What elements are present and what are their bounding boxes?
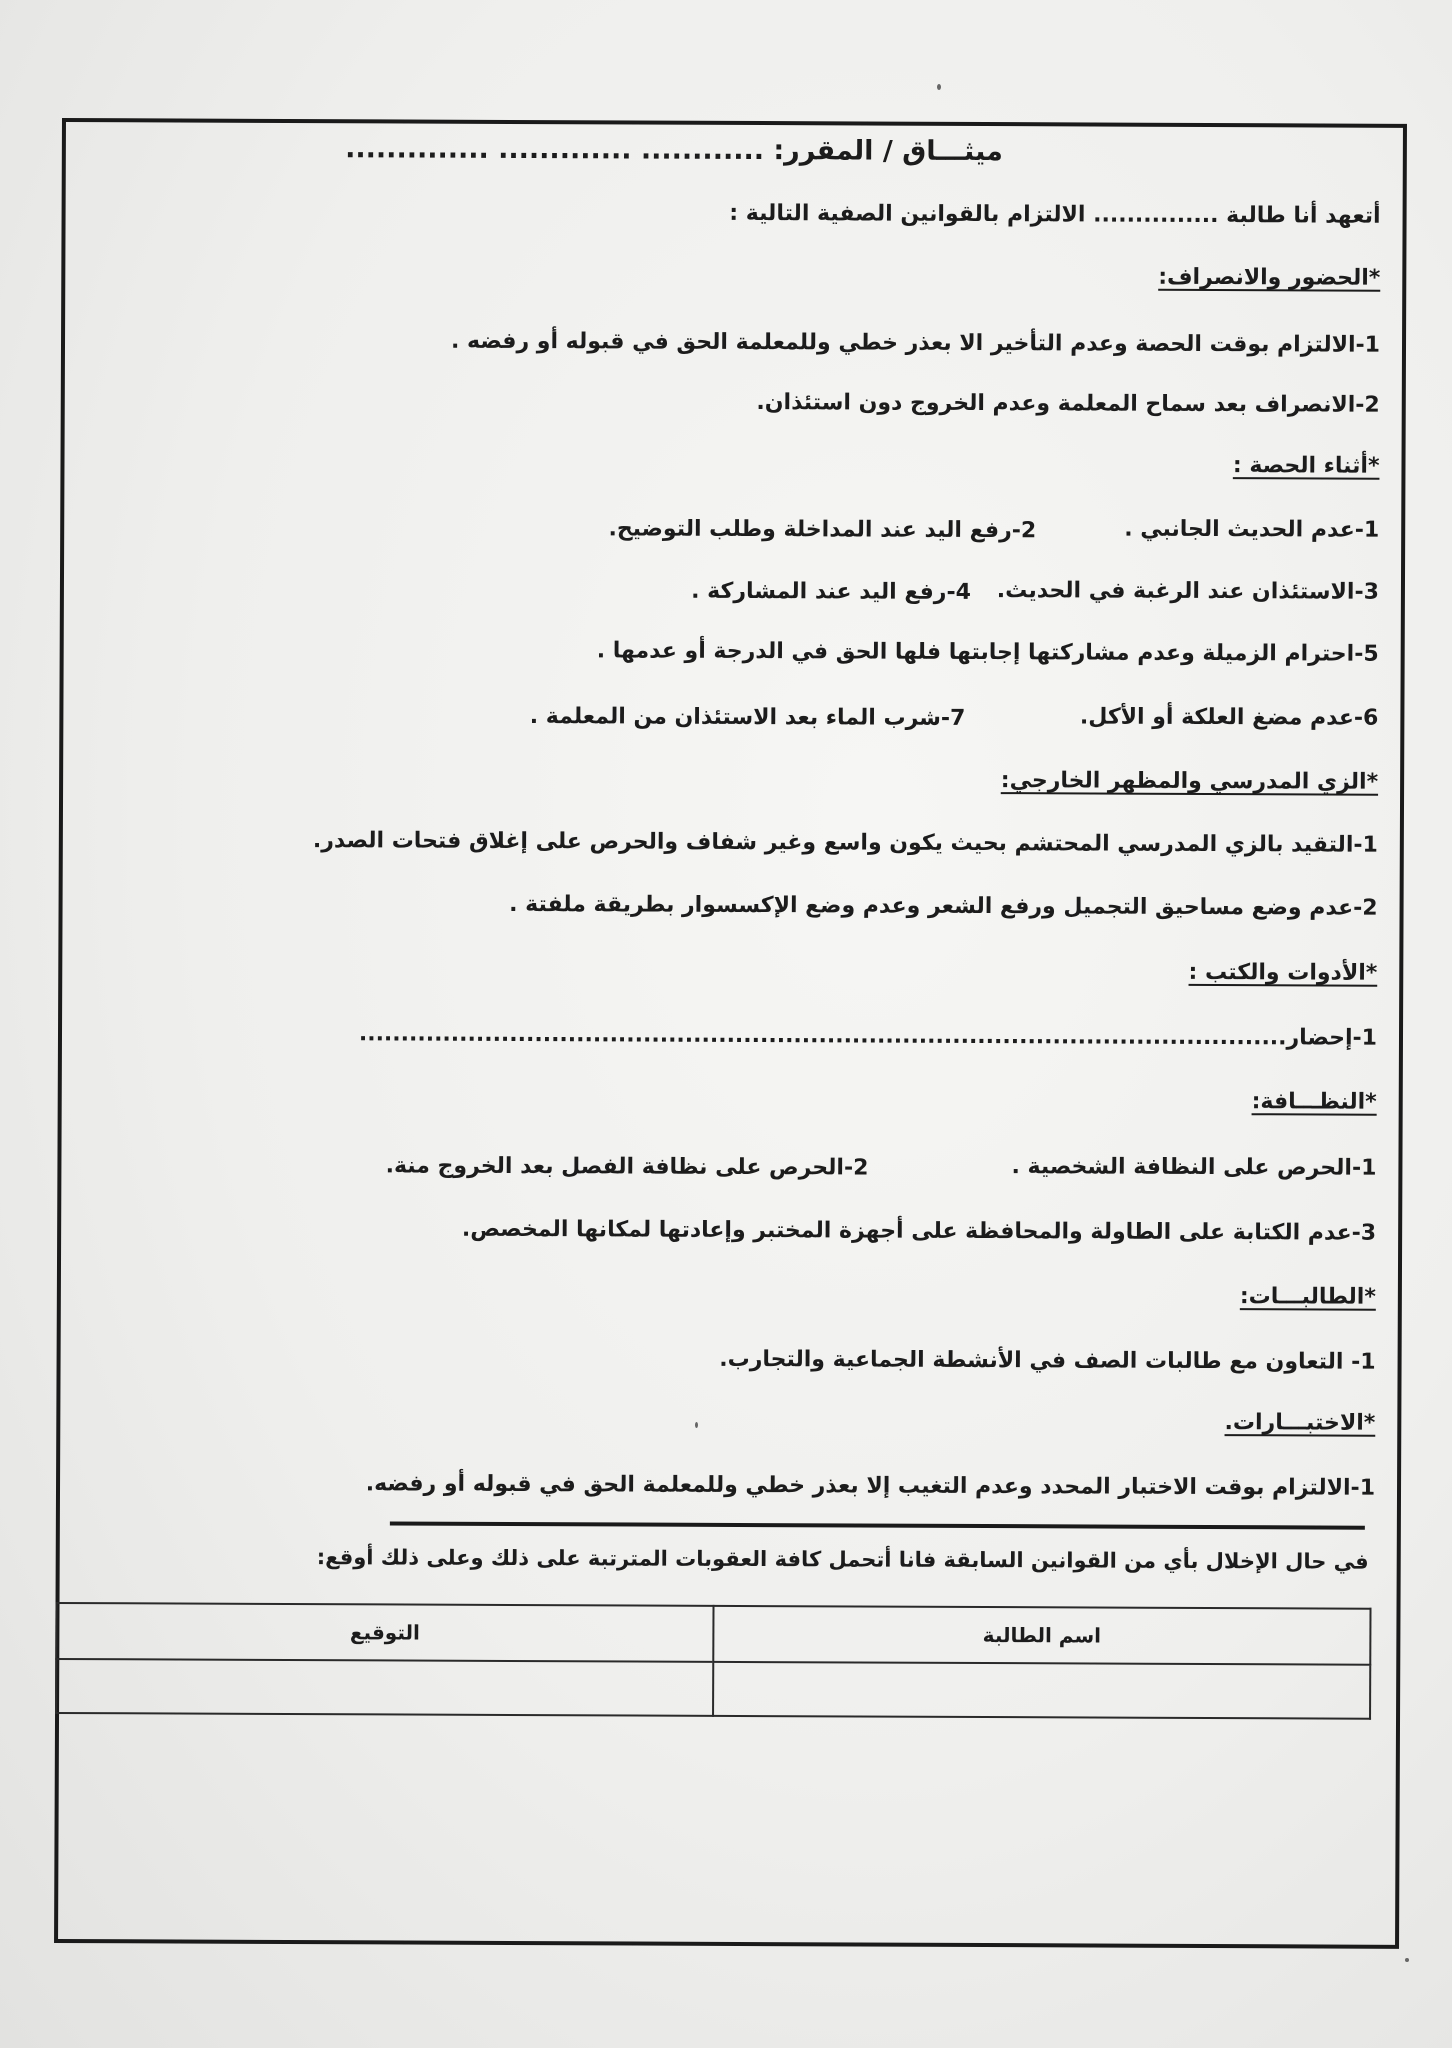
signature-table-row: [56, 1659, 1370, 1719]
separator-line: [390, 1521, 1365, 1529]
pledge-intro: أتعهد أنا طالبة ............... الالتزام بالقوانين الصفية التالية :: [729, 200, 1381, 229]
class-item-3: 3-الاستئذان عند الرغبة في الحديث.: [996, 578, 1379, 605]
student-name-cell[interactable]: [713, 1662, 1370, 1719]
uniform-item-2: 2-عدم وضع مساحيق التجميل ورفع الشعر وعدم وضع الإكسسوار بطريقة ملفتة .: [509, 891, 1378, 921]
student-name-header: اسم الطالبة: [713, 1606, 1370, 1665]
cleanliness-item-3: 3-عدم الكتابة على الطاولة والمحافظة على أجهزة المختبر وإعادتها لمكانها المخصص.: [461, 1216, 1377, 1246]
heading-uniform: *الزي المدرسي والمظهر الخارجي:: [1000, 768, 1379, 795]
signature-table: [55, 1602, 1371, 1720]
attendance-item-1: 1-الالتزام بوقت الحصة وعدم التأخير الا بعذر خطي وللمعلمة الحق في قبوله أو رفضه .: [450, 328, 1381, 358]
document-title: ميثـــاق / المقرر: ............ ............. ..............: [345, 133, 1003, 168]
heading-attendance: *الحضور والانصراف:: [1158, 264, 1381, 291]
heading-tools: *الأدوات والكتب :: [1188, 959, 1378, 986]
class-item-5: 5-احترام الزميلة وعدم مشاركتها إجابتها فلها الحق في الدرجة أو عدمها .: [596, 638, 1379, 667]
charter-document: [66, 122, 1403, 1648]
class-item-6: 6-عدم مضغ العلكة أو الأكل.: [1079, 704, 1379, 731]
tools-item-1: 1-إحضار...............................................................................................................: [358, 1021, 1378, 1051]
paper-speck: [1405, 1958, 1409, 1962]
cleanliness-item-2: 2-الحرص على نظافة الفصل بعد الخروج منة.: [385, 1153, 869, 1181]
heading-students: *الطالبـــات:: [1239, 1284, 1376, 1310]
attendance-item-2: 2-الانصراف بعد سماح المعلمة وعدم الخروج دون استئذان.: [756, 390, 1380, 418]
paper-speck: [695, 1422, 698, 1428]
class-item-2: 2-رفع اليد عند المداخلة وطلب التوضيح.: [608, 516, 1037, 544]
heading-during-class: *أثناء الحصة :: [1232, 453, 1380, 479]
students-item-1: 1- التعاون مع طالبات الصف في الأنشطة الجماعية والتجارب.: [719, 1346, 1376, 1375]
class-item-4: 4-رفع اليد عند المشاركة .: [691, 578, 971, 605]
signature-header: التوقيع: [56, 1603, 713, 1662]
document-frame: [54, 118, 1407, 1949]
heading-cleanliness: *النظـــافة:: [1251, 1089, 1377, 1115]
class-item-7: 7-شرب الماء بعد الاستئذان من المعلمة .: [529, 704, 966, 731]
signature-cell[interactable]: [56, 1659, 713, 1716]
signature-table-header: [56, 1603, 1370, 1665]
uniform-item-1: 1-التقيد بالزي المدرسي المحتشم بحيث يكون واسع وغير شفاف والحرص على إغلاق فتحات الصدر.: [312, 828, 1378, 858]
exams-item-1: 1-الالتزام بوقت الاختبار المحدد وعدم التغيب إلا بعذر خطي وللمعلمة الحق في قبوله أو رفضه.: [365, 1471, 1376, 1501]
class-item-1: 1-عدم الحديث الجانبي .: [1124, 516, 1380, 543]
paper-speck: [937, 84, 941, 90]
heading-exams: *الاختبـــارات.: [1224, 1410, 1376, 1436]
closing-statement: في حال الإخلال بأي من القوانين السابقة فانا أتحمل كافة العقوبات المترتبة على ذلك وعلى ذلك أوقع:: [316, 1545, 1369, 1574]
cleanliness-item-1: 1-الحرص على النظافة الشخصية .: [1011, 1154, 1377, 1181]
